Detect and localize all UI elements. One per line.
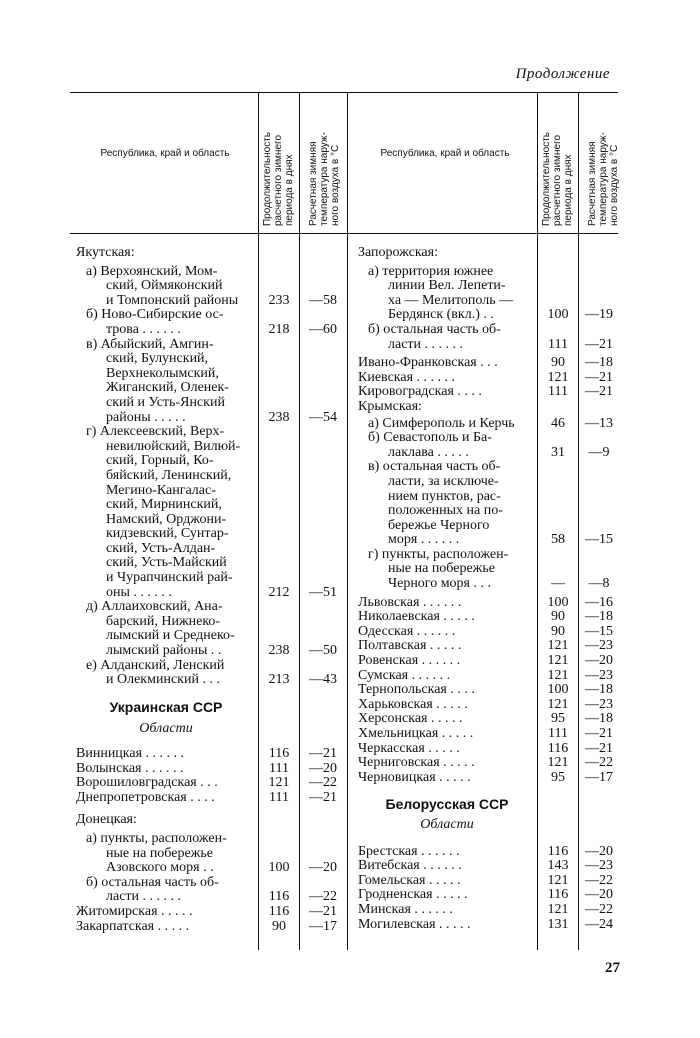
duration-days-value: 111 [548,336,568,352]
row-label: Донецкая: [76,813,137,828]
table-row [358,385,613,400]
duration-days-value: 121 [268,775,290,791]
table-row [358,669,613,684]
table-row [358,654,613,669]
duration-days-value: 238 [268,409,290,425]
table-row [358,610,613,625]
row-label: Сумская . . . . . . [358,668,451,683]
table-row [358,533,613,548]
winter-temperature-value: —51 [309,584,337,600]
table-row [358,742,613,757]
table-row [76,454,332,469]
left-table-body [76,242,337,934]
row-label: Минская . . . . . . [358,902,453,917]
row-label: ский, Усть-Алдан- [106,541,216,556]
duration-days-value: 100 [547,594,569,610]
duration-days-value: 95 [551,711,565,727]
table-row [76,813,332,828]
row-label: и Олекминский . . . [106,673,220,688]
row-label: ласти . . . . . . [388,337,464,352]
table-row [358,771,613,786]
row-label: Житомирская . . . . . [76,904,193,919]
winter-temperature-value: —22 [309,889,337,905]
duration-days-value: 212 [268,584,290,600]
row-label: невилюйский, Вилюй- [106,439,241,454]
row-label: Азовского моря . . [106,861,214,876]
winter-temperature-value: —17 [585,769,613,785]
header-duration-line: расчетного зимнего [552,134,563,226]
winter-temperature-value: —23 [585,667,613,683]
duration-days-value: — [551,576,565,592]
winter-temperature-value: —23 [585,858,613,874]
table-row [76,469,332,484]
header-region-left [100,148,230,160]
duration-days-value: 131 [547,916,569,932]
row-label: Николаевская . . . . . [358,610,475,625]
duration-days-value: 100 [547,307,569,323]
duration-days-value: 111 [548,384,568,400]
row-label: б) Ново-Сибирские ос- [86,308,224,323]
table-row [358,371,613,386]
table-row [358,683,613,698]
duration-days-value: 116 [547,740,569,756]
winter-temperature-value: —21 [585,740,613,756]
duration-days-value: 121 [547,653,569,669]
winter-temperature-value: —22 [585,755,613,771]
duration-days-value: 121 [547,667,569,683]
header-duration-line: Продолжительность [262,132,273,226]
row-label: Хмельницкая . . . . . [358,727,474,741]
duration-days-value: 58 [551,532,565,548]
row-label: Черного моря . . . [388,577,491,592]
table-row [358,279,613,294]
table-row [76,775,337,791]
header-bottom-rule [70,233,618,234]
duration-days-value: 233 [268,292,290,308]
row-label: положенных на по- [388,504,503,519]
table-row [76,643,337,659]
duration-days-value: 116 [268,889,290,905]
row-label: д) Аллаиховский, Ана- [86,600,223,615]
row-label: кидзевский, Сунтар- [106,527,229,542]
row-label: а) Симферополь и Керчь [368,416,515,431]
duration-days-value: 31 [551,444,565,460]
table-row [76,484,332,499]
row-label: Намский, Орджони- [106,512,227,527]
duration-days-value: 111 [269,789,289,805]
row-label: г) Алексеевский, Верх- [86,425,225,440]
row-label: районы . . . . . [106,410,186,425]
table-row [76,584,337,601]
row-label: барский, Нижнеко- [106,614,221,629]
table-row [76,760,337,777]
header-temperature-line: Расчетная зимняя [308,141,319,226]
table-row [76,292,337,309]
duration-days-value: 90 [272,918,286,934]
duration-days-value: 121 [547,638,569,654]
row-label: ласти, за исключе- [388,474,499,489]
table-row [358,294,613,309]
row-label: моря . . . . . . [388,533,460,548]
table-row [76,571,332,586]
winter-temperature-value: —15 [585,623,613,639]
duration-days-value: 213 [268,672,290,688]
winter-temperature-value: —54 [309,409,337,425]
winter-temperature-value: —20 [309,860,337,876]
winter-temperature-value: —20 [309,760,337,776]
table-row [76,889,337,905]
row-label: Днепропетровская . . . . [76,790,215,805]
row-label: Крымская: [358,399,422,414]
row-label: б) Севастополь и Ба- [368,431,492,446]
winter-temperature-value: —43 [309,672,337,688]
table-row [76,409,337,426]
table-row [76,352,332,367]
row-label: в) остальная часть об- [368,460,501,475]
duration-days-value: 95 [551,769,565,785]
row-label: Мегино-Кангалас- [106,483,216,498]
table-row [76,542,332,557]
table-row [76,659,332,674]
duration-days-value: 238 [268,643,290,659]
table-row [358,417,613,432]
table-row [76,246,332,261]
table-row [358,625,613,640]
table-row [76,847,332,862]
table-row [76,279,332,294]
row-label: трова . . . . . . [106,322,181,337]
duration-days-value: 121 [547,369,569,385]
table-row [76,746,337,762]
table-row [76,527,332,542]
table-row [358,698,613,713]
winter-temperature-value: —18 [585,609,613,625]
winter-temperature-value: —21 [585,726,613,741]
row-label: бяйский, Ленинский, [106,468,232,483]
table-row [76,615,332,630]
row-label: лаклава . . . . . [388,445,469,460]
table-row [76,600,332,615]
table-row [358,756,613,771]
duration-days-value: 100 [268,860,290,876]
duration-days-value: 116 [547,887,569,903]
winter-temperature-value: —21 [585,336,613,352]
duration-days-value: 116 [268,903,290,919]
header-region-right-text: Республика, край и область [380,148,510,159]
header-temperature-line: ного воздуха в °С [330,144,341,226]
table-row [358,639,613,654]
row-label: б) остальная часть об- [86,875,219,890]
table-row [358,490,613,505]
row-label: Жиганский, Оленек- [106,381,229,396]
section-heading-text: Области [139,721,193,737]
table-row [358,577,613,592]
row-label: ский, Горный, Ко- [106,454,214,469]
table-row [358,400,613,415]
center-divider [347,92,348,950]
duration-days-value: 90 [551,355,565,371]
duration-days-value: 116 [547,843,569,859]
winter-temperature-value: —21 [585,369,613,385]
page-number: 27 [605,960,620,976]
winter-temperature-value: —58 [309,292,337,308]
row-label: б) остальная часть об- [368,322,501,337]
duration-days-value: 90 [551,623,565,639]
row-label: Якутская: [76,246,135,260]
winter-temperature-value: —22 [585,901,613,917]
row-label: бережье Черного [388,518,490,533]
table-row [358,308,613,323]
section-title [358,797,613,812]
right-table-body [358,242,613,932]
table-row [76,513,332,528]
row-label: ский, Булунский, [106,352,209,367]
section-subtitle [358,818,613,833]
row-label: а) территория южнее [368,264,494,279]
section-heading-text: Области [420,816,474,832]
header-duration-line: периода в днях [284,154,295,226]
header-duration-line: периода в днях [563,154,574,226]
winter-temperature-value: —8 [588,576,610,592]
row-label: Черкасская . . . . . [358,741,460,756]
winter-temperature-value: —60 [309,321,337,337]
table-row [358,338,613,353]
header-region-left-text: Республика, край и область [100,148,230,159]
row-label: а) Верхоянский, Мом- [86,264,218,279]
row-label: Львовская . . . . . . [358,595,462,610]
row-label: Винницкая . . . . . . [76,747,185,761]
table-row [358,845,613,860]
winter-temperature-value: —20 [585,887,613,903]
row-label: Тернопольская . . . . [358,683,475,698]
winter-temperature-value: —19 [585,307,613,323]
row-label: Херсонская . . . . . [358,712,463,727]
row-label: Верхнеколымский, [106,366,219,381]
duration-days-value: 121 [547,696,569,712]
winter-temperature-value: —18 [585,355,613,371]
row-label: Запорожская: [358,246,438,260]
table-row [358,903,613,918]
table-row [358,918,613,933]
table-top-rule [70,92,618,93]
row-label: Гродненская . . . . . [358,888,468,903]
winter-temperature-value: —20 [585,843,613,859]
row-label: Волынская . . . . . . [76,761,184,776]
row-label: Гомельская . . . . . [358,873,461,888]
section-heading-text: Белорусская ССР [385,796,509,813]
row-label: Харьковская . . . . . [358,697,468,712]
duration-days-value: 100 [547,682,569,698]
table-row [76,629,332,644]
row-label: Закарпатская . . . . . [76,919,190,934]
continued-label: Продолжение [515,66,610,82]
table-row [76,876,332,891]
table-row [358,265,613,280]
row-label: лымский районы . . [106,644,222,659]
winter-temperature-value: —23 [585,696,613,712]
row-label: и Чурапчинский рай- [106,571,233,586]
header-temperature-line: температура наруж- [598,132,609,226]
row-label: лымский и Среднеко- [106,629,235,644]
row-label: Черниговская . . . . . [358,756,475,771]
header-duration-line: Продолжительность [541,132,552,226]
table-row [358,519,613,534]
header-region-right [380,148,510,160]
winter-temperature-value: —23 [585,638,613,654]
row-label: в) Абыйский, Амгин- [86,337,214,352]
table-row [358,859,613,874]
header-temperature-line: температура наруж- [319,132,330,226]
table-row [76,903,337,920]
winter-temperature-value: —15 [585,532,613,548]
duration-days-value: 116 [268,746,290,761]
row-label: Черновицкая . . . . . [358,770,471,785]
duration-days-value: 121 [547,872,569,888]
winter-temperature-value: —24 [585,916,613,932]
table-row [76,918,337,935]
table-row [76,308,332,323]
header-duration-line: расчетного зимнего [273,134,284,226]
table-row [358,504,613,519]
table-row [358,323,613,338]
row-label: нием пунктов, рас- [388,489,501,504]
table-row [76,556,332,571]
winter-temperature-value: —20 [585,653,613,669]
table-row [76,367,332,382]
duration-days-value: 121 [547,901,569,917]
winter-temperature-value: —21 [585,384,613,400]
row-label: ский, Усть-Майский [106,556,227,571]
row-label: Бердянск (вкл.) . . [388,308,494,323]
duration-days-value: 111 [269,760,289,776]
duration-days-value: 90 [551,609,565,625]
row-label: Витебская . . . . . . [358,859,462,874]
winter-temperature-value: —21 [309,903,337,919]
table-row [76,338,332,353]
winter-temperature-value: —18 [585,711,613,727]
table-row [358,562,613,577]
row-label: ные на побережье [388,562,495,577]
row-label: Брестская . . . . . . [358,844,460,859]
duration-days-value: 121 [547,755,569,771]
row-label: линии Вел. Лепети- [388,279,506,294]
winter-temperature-value: —21 [309,746,337,761]
duration-days-value: 46 [551,415,565,431]
table-row [76,396,332,411]
winter-temperature-value: —22 [585,872,613,888]
row-label: ные на побережье [106,846,213,861]
table-row [358,446,613,461]
winter-temperature-value: —16 [585,594,613,610]
table-row [358,874,613,889]
table-row [76,425,332,440]
table-row [76,381,332,396]
row-label: ласти . . . . . . [106,890,182,905]
row-label: а) пункты, расположен- [86,831,227,846]
table-row [358,727,613,742]
table-row [358,356,613,371]
table-row [76,498,332,513]
row-label: Киевская . . . . . . [358,370,456,385]
table-row [358,888,613,903]
duration-days-value: 111 [548,726,568,741]
winter-temperature-value: —17 [309,918,337,934]
section-subtitle [76,722,332,737]
row-label: Ивано-Франковская . . . [358,356,498,371]
section-heading-text: Украинская ССР [109,698,223,715]
duration-days-value: 218 [268,321,290,337]
row-label: Ворошиловградская . . . [76,776,218,791]
header-temperature-line: Расчетная зимняя [587,141,598,226]
row-label: и Томпонский районы [106,293,239,308]
table-row [76,440,332,455]
row-label: ский и Усть-Янский [106,395,225,410]
winter-temperature-value: —22 [309,775,337,791]
row-label: е) Алданский, Ленский [86,658,225,673]
table-row [76,265,332,280]
table-row [358,596,613,611]
table-row [358,246,613,261]
table-row [358,431,613,446]
row-label: Кировоградская . . . . [358,385,482,400]
row-label: Могилевская . . . . . [358,917,471,932]
row-label: ский, Оймяконский [106,279,223,294]
table-row [358,548,613,563]
table-row [76,321,337,338]
duration-days-value: 143 [547,858,569,874]
row-label: г) пункты, расположен- [368,547,509,562]
table-row [76,860,337,876]
table-row [76,832,332,847]
table-row [358,460,613,475]
table-row [76,672,337,688]
row-label: Одесская . . . . . . [358,624,456,639]
winter-temperature-value: —13 [585,415,613,431]
section-title [76,700,332,715]
row-label: оны . . . . . . [106,585,172,600]
table-row [76,789,337,806]
table-row [358,712,613,727]
winter-temperature-value: —9 [588,444,610,460]
row-label: Ровенская . . . . . . [358,654,461,669]
winter-temperature-value: —21 [309,789,337,805]
row-label: Полтавская . . . . . [358,639,462,654]
table-row [358,475,613,490]
row-label: ский, Мирнинский, [106,498,222,513]
winter-temperature-value: —50 [309,643,337,659]
winter-temperature-value: —18 [585,682,613,698]
header-temperature-line: ного воздуха в °С [609,144,620,226]
row-label: ха — Мелитополь — [388,293,514,308]
